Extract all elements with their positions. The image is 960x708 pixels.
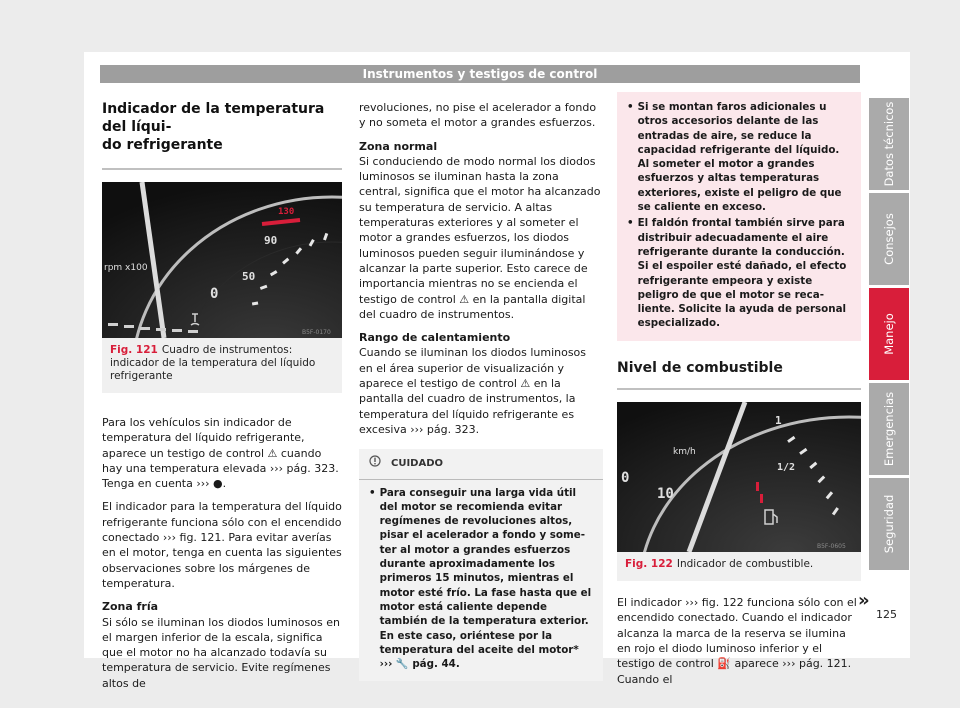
- paragraph: El indicador para la temperatura del líquido refrigerante funciona sólo con el encendido conectado ››› fig. 121. Para evitar averías en el motor, tenga en cuenta las siguientes observaciones sobre los márgenes de temperatura.: [102, 500, 342, 590]
- column-2: [359, 100, 603, 681]
- bullet-icon: •: [627, 101, 634, 113]
- warning-box: [617, 92, 861, 341]
- svg-text:1/2: 1/2: [777, 462, 796, 474]
- svg-text:km/h: km/h: [673, 447, 696, 458]
- column-3: [617, 92, 861, 695]
- figure-122: [617, 402, 861, 581]
- tab-datos-tecnicos[interactable]: Datos técnicos: [869, 98, 909, 190]
- svg-text:0: 0: [210, 286, 219, 302]
- figure-122-caption: Fig. 122 Indicador de combustible.: [625, 558, 814, 571]
- svg-text:0: 0: [621, 470, 630, 487]
- fuel-gauge-image: [617, 402, 861, 552]
- coolant-gauge-image: [102, 182, 342, 338]
- svg-text:50: 50: [242, 270, 256, 283]
- svg-text:B5F-0605: B5F-0605: [817, 543, 846, 551]
- caution-icon: [369, 455, 381, 472]
- paragraph: Para los vehículos sin indicador de temperatura del líquido refrigerante, aparece un testigo de control ⚠ cuando hay una temperatura elevada ››› pág. 323. Tenga en cuenta ››› ●.: [102, 416, 339, 491]
- paragraph: Si conduciendo de modo normal los diodos luminosos se iluminan hasta la zona central, significa que el motor ha alcanzado su temperatura de servicio. A altas temperaturas exteriores y al someter el motor a grandes esfuerzos, los diodos luminosos pueden seguir iluminándose y alcanzar la parte superior. Esto carece de importancia mientras no se encienda el testigo de control ⚠ en la pantalla digital del cuadro de instrumentos.: [359, 154, 601, 321]
- running-header: Instrumentos y testigos de control: [100, 65, 860, 83]
- figure-121-caption: Fig. 121 Cuadro de instrumentos: indicador de la temperatura del líquido refrigerante: [110, 344, 316, 382]
- tab-manejo[interactable]: Manejo: [869, 288, 909, 380]
- caution-box: [359, 449, 603, 681]
- svg-text:130: 130: [278, 207, 295, 217]
- paragraph: El indicador ››› fig. 122 funciona sólo con el encendido conectado. Cuando el indicador alcanza la marca de la reserva se ilumina en rojo el diodo luminoso inferior y el testigo de control ⛽ aparece ››› pág. 121. Cuando el: [617, 596, 857, 686]
- svg-text:1: 1: [775, 414, 782, 428]
- caution-header: CUIDADO: [359, 449, 603, 479]
- bullet-icon: •: [369, 486, 376, 499]
- svg-text:B5F-0170: B5F-0170: [302, 329, 331, 336]
- tab-emergencias[interactable]: Emergencias: [869, 383, 909, 475]
- continue-marker: »: [858, 590, 870, 611]
- svg-text:10: 10: [657, 486, 674, 503]
- section-title-coolant: Indicador de la temperatura del líqui- do refrigerante: [102, 100, 342, 170]
- subheading-zona-fria: Zona fría: [102, 600, 159, 614]
- caution-item: • Para conseguir una larga vida útil del motor se recomienda evitar regímenes de revoluciones altos, pisar el acelerador a fondo y someter al motor a grandes esfuerzos durante aproximadamente los primeros 15 minutos, mientras el motor esté frío. La fase hasta que el motor está caliente depende también de la temperatura exterior. En este caso, oriéntese por la temperatura del aceite del motor* ››› 🔧 pág. 44.: [369, 486, 592, 671]
- warning-item: • Si se montan faros adicionales u otros accesorios delante de las entradas de aire, se reduce la capacidad refrigerante del líquido. Al someter el motor a grandes esfuerzos y altas temperaturas exteriores, existe el peligro de que se caliente en exceso.: [627, 101, 842, 214]
- svg-text:rpm x100: rpm x100: [104, 263, 148, 273]
- svg-text:90: 90: [264, 234, 278, 247]
- subheading-zona-normal: Zona normal: [359, 139, 438, 153]
- paragraph: Cuando se iluminan los diodos luminosos en el área superior de visualización y aparece el testigo de control ⚠ en la pantalla del cuadro de instrumentos, la temperatura del líquido refrigerante es excesiva ››› pág. 323.: [359, 346, 587, 436]
- paragraph: revoluciones, no pise el acelerador a fondo y no someta el motor a grandes esfuerzos.: [359, 101, 597, 130]
- tab-seguridad[interactable]: Seguridad: [869, 478, 909, 570]
- chapter-tabs: [869, 98, 909, 573]
- column-1: [102, 100, 342, 699]
- paragraph: Si sólo se iluminan los diodos luminosos en el margen inferior de la escala, significa que el motor no ha alcanzado todavía su temperatura de servicio. Evite regímenes altos de: [102, 615, 340, 690]
- tab-consejos[interactable]: Consejos: [869, 193, 909, 285]
- subheading-rango: Rango de calentamiento: [359, 331, 511, 345]
- warning-item: • El faldón frontal también sirve para distribuir adecuadamente el aire refrigerante durante la conducción. Si el espoiler esté dañado, el efecto refrigerante empeora y existe peligro de que el motor se recaliente. Solicite la ayuda de personal especializado.: [627, 217, 847, 330]
- figure-121: [102, 182, 342, 393]
- bullet-icon: •: [627, 217, 634, 230]
- page-number: 125: [876, 608, 897, 621]
- section-title-fuel: Nivel de combustible: [617, 361, 861, 390]
